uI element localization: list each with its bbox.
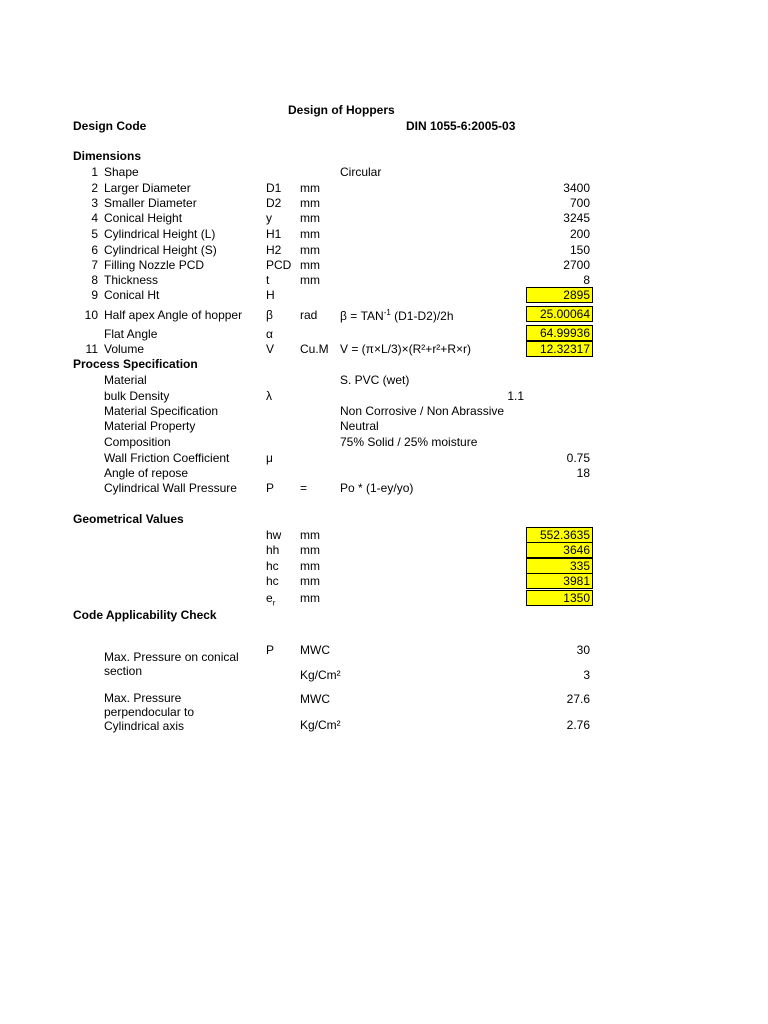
- row-symbol: α: [266, 327, 273, 341]
- row-text: 75% Solid / 25% moisture: [340, 435, 478, 449]
- hc-cell-2: 3981: [526, 573, 593, 589]
- row-symbol: μ: [266, 451, 273, 465]
- half-apex-formula: $\beta = TAN^{-1}$ (D1-D2)/2h: [340, 308, 454, 323]
- conical-value-kgcm: 3: [583, 668, 590, 682]
- row-number: 6: [91, 243, 98, 257]
- row-number: 5: [91, 227, 98, 241]
- row-value: 3400: [563, 181, 590, 195]
- row-unit: mm: [300, 543, 320, 557]
- row-label: Conical Ht: [104, 288, 160, 302]
- row-value: 200: [569, 227, 590, 241]
- row-label: Shape: [104, 165, 139, 179]
- design-code-value: DIN 1055-6:2005-03: [406, 119, 516, 133]
- bulk-density-value: 1.1: [507, 389, 524, 403]
- row-unit: mm: [300, 559, 320, 573]
- row-value: 150: [569, 243, 590, 257]
- row-number: 11: [85, 342, 98, 356]
- cylindrical-pressure-label: Max. Pressure perpendocular to Cylindrical axis: [104, 691, 195, 733]
- row-unit: mm: [300, 273, 320, 287]
- row-number: 4: [91, 211, 98, 225]
- row-number: 8: [91, 273, 98, 287]
- row-number: 2: [91, 181, 98, 195]
- hw-cell: 552.3635: [526, 527, 593, 543]
- geometry-heading: Geometrical Values: [73, 512, 184, 526]
- row-symbol: hh: [266, 543, 280, 557]
- row-unit: mm: [300, 258, 320, 272]
- row-unit: mm: [300, 211, 320, 225]
- row-label: Flat Angle: [104, 327, 158, 341]
- row-value: 8: [583, 273, 590, 287]
- row-symbol: PCD: [266, 258, 292, 272]
- conical-ht-cell: 2895: [526, 287, 593, 303]
- cyl-value-mwc: 27.6: [566, 692, 590, 706]
- conical-unit-kgcm: Kg/Cm²: [300, 668, 341, 682]
- row-unit: mm: [300, 528, 320, 542]
- row-text: Non Corrosive / Non Abrassive: [340, 404, 505, 418]
- conical-pressure-symbol: P: [266, 643, 275, 657]
- row-symbol: λ: [266, 389, 272, 403]
- row-label: Wall Friction Coefficient: [104, 451, 230, 465]
- row-number: 10: [84, 308, 98, 322]
- row-unit: mm: [300, 227, 320, 241]
- volume-formula: V = (π×L/3)×(R²+r²+R×r): [340, 342, 471, 356]
- code-check-heading: Code Applicability Check: [73, 608, 217, 622]
- row-symbol: y: [266, 211, 272, 225]
- row-symbol: D2: [266, 196, 282, 210]
- dimensions-heading: Dimensions: [73, 149, 142, 163]
- row-unit: mm: [300, 574, 320, 588]
- row-number: 1: [91, 165, 98, 179]
- half-apex-angle-cell: 25.00064: [526, 306, 593, 322]
- cyl-unit-mwc: MWC: [300, 692, 330, 706]
- row-number: 7: [91, 258, 98, 272]
- row-text: Neutral: [340, 419, 379, 433]
- row-unit: Cu.M: [300, 342, 329, 356]
- row-symbol: H1: [266, 227, 282, 241]
- flat-angle-cell: 64.99936: [526, 325, 593, 341]
- row-label: bulk Density: [104, 389, 170, 403]
- row-value: 0.75: [566, 451, 590, 465]
- row-label: Half apex Angle of hopper: [104, 308, 243, 322]
- er-cell: 1350: [526, 590, 593, 606]
- row-symbol: hc: [266, 574, 279, 588]
- row-unit: mm: [300, 196, 320, 210]
- row-label: Larger Diameter: [104, 181, 191, 195]
- cyl-unit-kgcm: Kg/Cm²: [300, 718, 341, 732]
- row-unit: mm: [300, 181, 320, 195]
- row-label: Material Property: [104, 419, 196, 433]
- cyl-value-kgcm: 2.76: [566, 718, 590, 732]
- volume-cell: 12.32317: [526, 341, 593, 357]
- design-code-label: Design Code: [73, 119, 147, 133]
- row-label: Smaller Diameter: [104, 196, 197, 210]
- row-value: 700: [569, 196, 590, 210]
- row-symbol: β: [266, 308, 273, 322]
- row-label: Composition: [104, 435, 171, 449]
- row-symbol: D1: [266, 181, 282, 195]
- row-label: Cylindrical Height (S): [104, 243, 217, 257]
- row-text: Po * (1-ey/yo): [340, 481, 414, 495]
- row-symbol: hc: [266, 559, 279, 573]
- row-value: 3245: [563, 211, 590, 225]
- row-number: 3: [91, 196, 98, 210]
- row-unit: rad: [300, 308, 318, 322]
- row-label: Volume: [104, 342, 145, 356]
- conical-unit-mwc: MWC: [300, 643, 330, 657]
- hh-cell: 3646: [526, 542, 593, 558]
- row-label: Angle of repose: [104, 466, 189, 480]
- row-text: S. PVC (wet): [340, 373, 410, 387]
- row-value: 2700: [563, 258, 590, 272]
- row-symbol: H: [266, 288, 275, 302]
- row-symbol: hw: [266, 528, 282, 542]
- row-unit: mm: [300, 591, 320, 605]
- row-symbol: V: [266, 342, 275, 356]
- row-unit: =: [300, 481, 308, 495]
- row-symbol: P: [266, 481, 275, 495]
- conical-pressure-label: Max. Pressure on conical section: [104, 650, 239, 678]
- row-symbol: $e_r$: [266, 591, 276, 608]
- row-unit: mm: [300, 243, 320, 257]
- row-label: Conical Height: [104, 211, 183, 225]
- row-label: Thickness: [104, 273, 159, 287]
- row-label: Material Specification: [104, 404, 219, 418]
- page-title: Design of Hoppers: [288, 103, 395, 117]
- row-number: 9: [91, 288, 98, 302]
- row-label: Filling Nozzle PCD: [104, 258, 205, 272]
- conical-value-mwc: 30: [576, 643, 590, 657]
- row-value: 18: [576, 466, 590, 480]
- shape-value: Circular: [340, 165, 382, 179]
- process-heading: Process Specification: [73, 357, 198, 371]
- row-label: Cylindrical Wall Pressure: [104, 481, 237, 495]
- row-label: Cylindrical Height (L): [104, 227, 216, 241]
- hc-cell: 335: [526, 558, 593, 574]
- row-label: Material: [104, 373, 147, 387]
- row-symbol: H2: [266, 243, 282, 257]
- row-symbol: t: [266, 273, 270, 287]
